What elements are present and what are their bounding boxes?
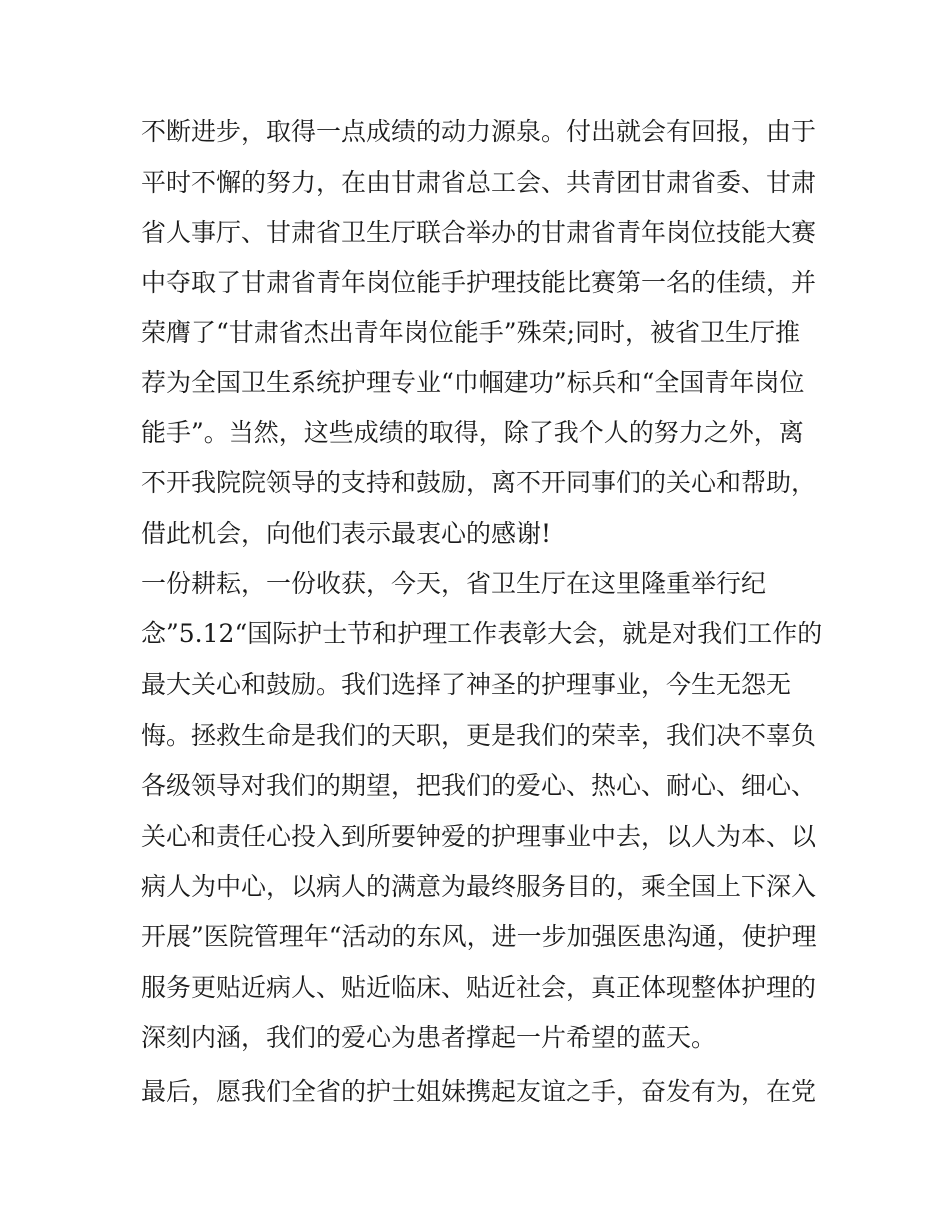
text-line: 开展”医院管理年“活动的东风，进一步加强医患沟通，使护理: [141, 922, 817, 951]
text-line: 中夺取了甘肃省青年岗位能手护理技能比赛第一名的佳绩，并: [141, 268, 817, 297]
text-line: 悔。拯救生命是我们的天职，更是我们的荣幸，我们决不辜负: [141, 721, 817, 750]
text-line: 一份耕耘，一份收获，今天，省卫生厅在这里隆重举行纪: [141, 569, 767, 598]
text-line: 能手”。当然，这些成绩的取得，除了我个人的努力之外，离: [141, 418, 804, 447]
text-line: 最后，愿我们全省的护士姐妹携起友谊之手，奋发有为，在党: [141, 1077, 817, 1106]
text-line: 各级领导对我们的期望，把我们的爱心、热心、耐心、细心、: [141, 771, 817, 800]
text-line: 病人为中心，以病人的满意为最终服务目的，乘全国上下深入: [141, 872, 817, 901]
text-line: 荣膺了“甘肃省杰出青年岗位能手”殊荣;同时，被省卫生厅推: [141, 318, 800, 347]
text-line: 关心和责任心投入到所要钟爱的护理事业中去，以人为本、以: [141, 822, 817, 851]
text-line: 平时不懈的努力，在由甘肃省总工会、共青团甘肃省委、甘肃: [141, 168, 817, 197]
text-line: 深刻内涵，我们的爱心为患者撑起一片希望的蓝天。: [141, 1023, 717, 1052]
text-line: 荐为全国卫生系统护理专业“巾帼建功”标兵和“全国青年岗位: [141, 368, 805, 397]
text-line: 念”5.12“国际护士节和护理工作表彰大会，就是对我们工作的: [141, 619, 823, 648]
text-line: 最大关心和鼓励。我们选择了神圣的护理事业，今生无怨无: [141, 670, 792, 699]
text-line: 借此机会，向他们表示最衷心的感谢!: [141, 519, 552, 548]
text-line: 服务更贴近病人、贴近临床、贴近社会，真正体现整体护理的: [141, 973, 817, 1002]
text-line: 不开我院院领导的支持和鼓励，离不开同事们的关心和帮助，: [141, 468, 817, 497]
text-line: 不断进步，取得一点成绩的动力源泉。付出就会有回报，由于: [141, 117, 817, 146]
text-line: 省人事厅、甘肃省卫生厅联合举办的甘肃省青年岗位技能大赛: [141, 218, 817, 247]
